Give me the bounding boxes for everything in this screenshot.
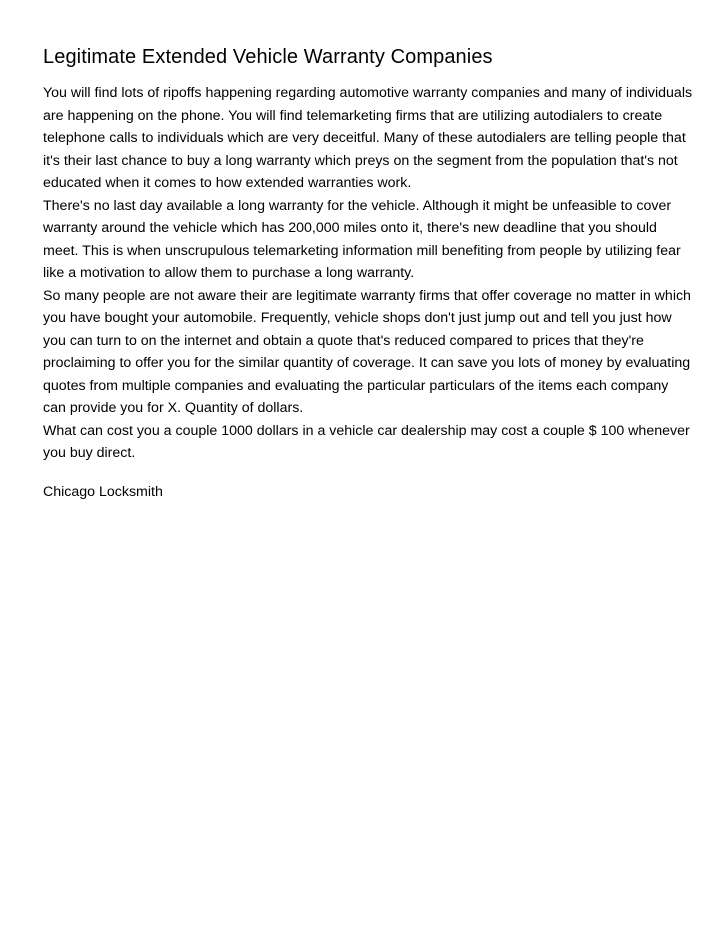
article-body — [43, 82, 693, 465]
document-page — [43, 44, 693, 503]
paragraph: There's no last day available a long warranty for the vehicle. Although it might be unfeasible to cover warranty around the vehicle which has 200,000 miles onto it, there's new deadline that you should meet. This is when unscrupulous telemarketing information mill benefiting from people by utilizing fear like a motivation to allow them to purchase a long warranty. — [43, 197, 681, 281]
paragraph: You will find lots of ripoffs happening regarding automotive warranty companies and many of individuals are happening on the phone. You will find telemarketing firms that are utilizing autodialers to create telephone calls to individuals which are very deceitful. Many of these autodialers are telling people that it's their last chance to buy a long warranty which preys on the segment from the population that's not educated when it comes to how extended warranties work. — [43, 85, 693, 191]
paragraph: What can cost you a couple 1000 dollars in a vehicle car dealership may cost a couple $ 100 whenever you buy direct. — [43, 422, 690, 461]
paragraph: So many people are not aware their are legitimate warranty firms that offer coverage no matter in which you have bought your automobile. Frequently, vehicle shops don't just jump out and tell you just how you can turn to on the internet and obtain a quote that's reduced compared to prices that they're proclaiming to offer you for the similar quantity of coverage. It can save you lots of money by evaluating quotes from multiple companies and evaluating the particular particulars of the items each company can provide you for X. Quantity of dollars. — [43, 287, 691, 416]
page-title: Legitimate Extended Vehicle Warranty Companies — [43, 46, 493, 68]
signature-text: Chicago Locksmith — [43, 483, 163, 500]
